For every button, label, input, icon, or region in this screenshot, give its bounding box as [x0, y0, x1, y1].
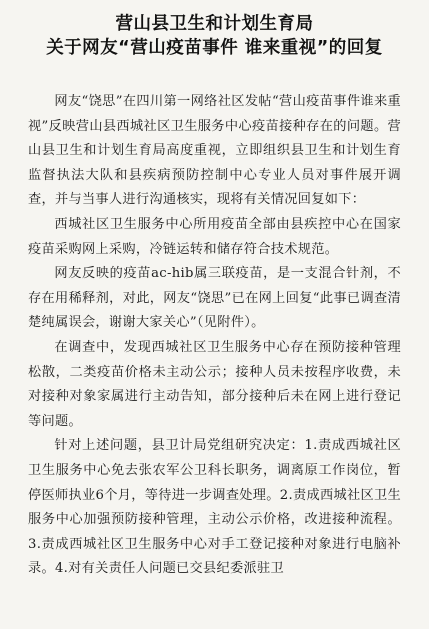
paragraph-findings: 在调查中，发现西城社区卫生服务中心存在预防接种管理松散，二类疫苗价格未主动公示；接种人员未按程序收费，未对接种对象家属进行主动告知，部分接种后未在网上进行登记等问题。 [28, 339, 401, 429]
paragraph-intro: 网友“饶思”在四川第一网络社区发帖“营山疫苗事件谁来重视”反映营山县西城社区卫生服务中心疫苗接种存在的问题。营山县卫生和计划生育局高度重视，立即组织县卫生和计划生育监督执法大队和县疾病预防控制中心专业人员对事件展开调查，并与当事人进行沟通核实，现将有关情况回复如下： [28, 94, 401, 208]
document-body [28, 90, 401, 582]
paragraph-vaccine-type: 网友反映的疫苗ac-hib属三联疫苗，是一支混合针剂，不存在用稀释剂，对此，网友“饶思”已在网上回复“此事已调查清楚纯属误会，谢谢大家关心”（见附件）。 [28, 266, 401, 331]
paragraph-vaccine-source: 西城社区卫生服务中心所用疫苗全部由县疾控中心在国家疫苗采购网上采购，冷链运转和储存符合技术规范。 [28, 216, 401, 257]
title-spacer [28, 60, 401, 90]
paragraph-decisions: 针对上述问题，县卫计局党组研究决定：1.责成西城社区卫生服务中心免去张农军公卫科长职务，调离原工作岗位，暂停医师执业6个月，等待进一步调查处理。2.责成西城社区卫生服务中心加强预防接种管理，主动公示价格，改进接种流程。3.责成西城社区卫生服务中心对手工登记接种对象进行电脑补录。4.对有关责任人问题已交县纪委派驻卫 [28, 438, 401, 577]
document-title-line-1: 营山县卫生和计划生育局 [115, 14, 314, 34]
document-title-line-2: 关于网友“营山疫苗事件 谁来重视”的回复 [46, 38, 383, 58]
